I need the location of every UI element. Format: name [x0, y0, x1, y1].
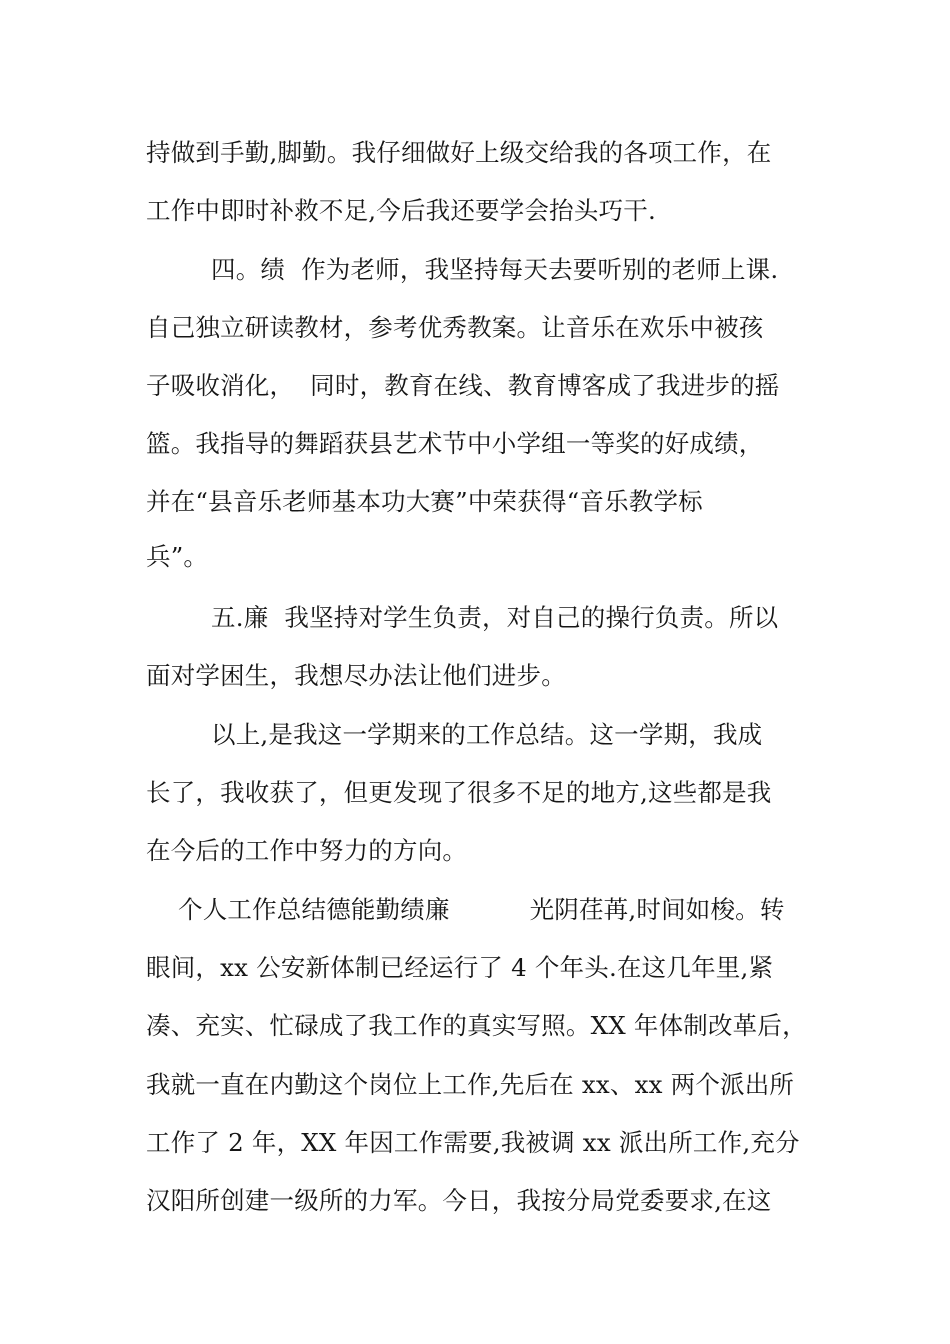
text-line: 凑、充实、忙碌成了我工作的真实写照。XX 年体制改革后，	[146, 1011, 807, 1040]
text-line: 自己独立研读教材，参考优秀教案。让音乐在欢乐中被孩	[146, 313, 764, 342]
text-line: 汉阳所创建一级所的力军。今日，我按分局党委要求,在这	[146, 1186, 772, 1215]
text-line: 工作中即时补救不足,今后我还要学会抬头巧干.	[146, 196, 656, 225]
section-heading-line: 五.廉 我坚持对学生负责，对自己的操行负责。所以	[211, 603, 779, 632]
text-line: 篮。我指导的舞蹈获县艺术节中小学组一等奖的好成绩，	[146, 429, 764, 458]
text-line: 兵”。	[146, 542, 209, 571]
text-line: 面对学困生，我想尽办法让他们进步。	[146, 661, 566, 690]
text-line: 在今后的工作中努力的方向。	[146, 836, 468, 865]
text-line: 并在“县音乐老师基本功大赛”中荣获得“音乐教学标	[146, 487, 703, 516]
text-line: 我就一直在内勤这个岗位上工作,先后在 xx、xx 两个派出所	[146, 1070, 795, 1099]
text-line: 工作了 2 年，XX 年因工作需要,我被调 xx 派出所工作,充分	[146, 1128, 800, 1157]
text-line: 持做到手勤,脚勤。我仔细做好上级交给我的各项工作，在	[146, 138, 772, 167]
article-title-line: 个人工作总结德能勤绩廉 光阴荏苒,时间如梭。转	[178, 895, 785, 924]
section-heading-line: 四。绩 作为老师，我坚持每天去要听别的老师上课.	[211, 255, 779, 284]
text-line: 眼间，xx 公安新体制已经运行了 4 个年头.在这几年里,紧	[146, 953, 774, 982]
paragraph-start-line: 以上,是我这一学期来的工作总结。这一学期，我成	[211, 720, 763, 749]
text-line: 子吸收消化， 同时，教育在线、教育博客成了我进步的摇	[146, 371, 780, 400]
text-line: 长了，我收获了，但更发现了很多不足的地方,这些都是我	[146, 778, 772, 807]
